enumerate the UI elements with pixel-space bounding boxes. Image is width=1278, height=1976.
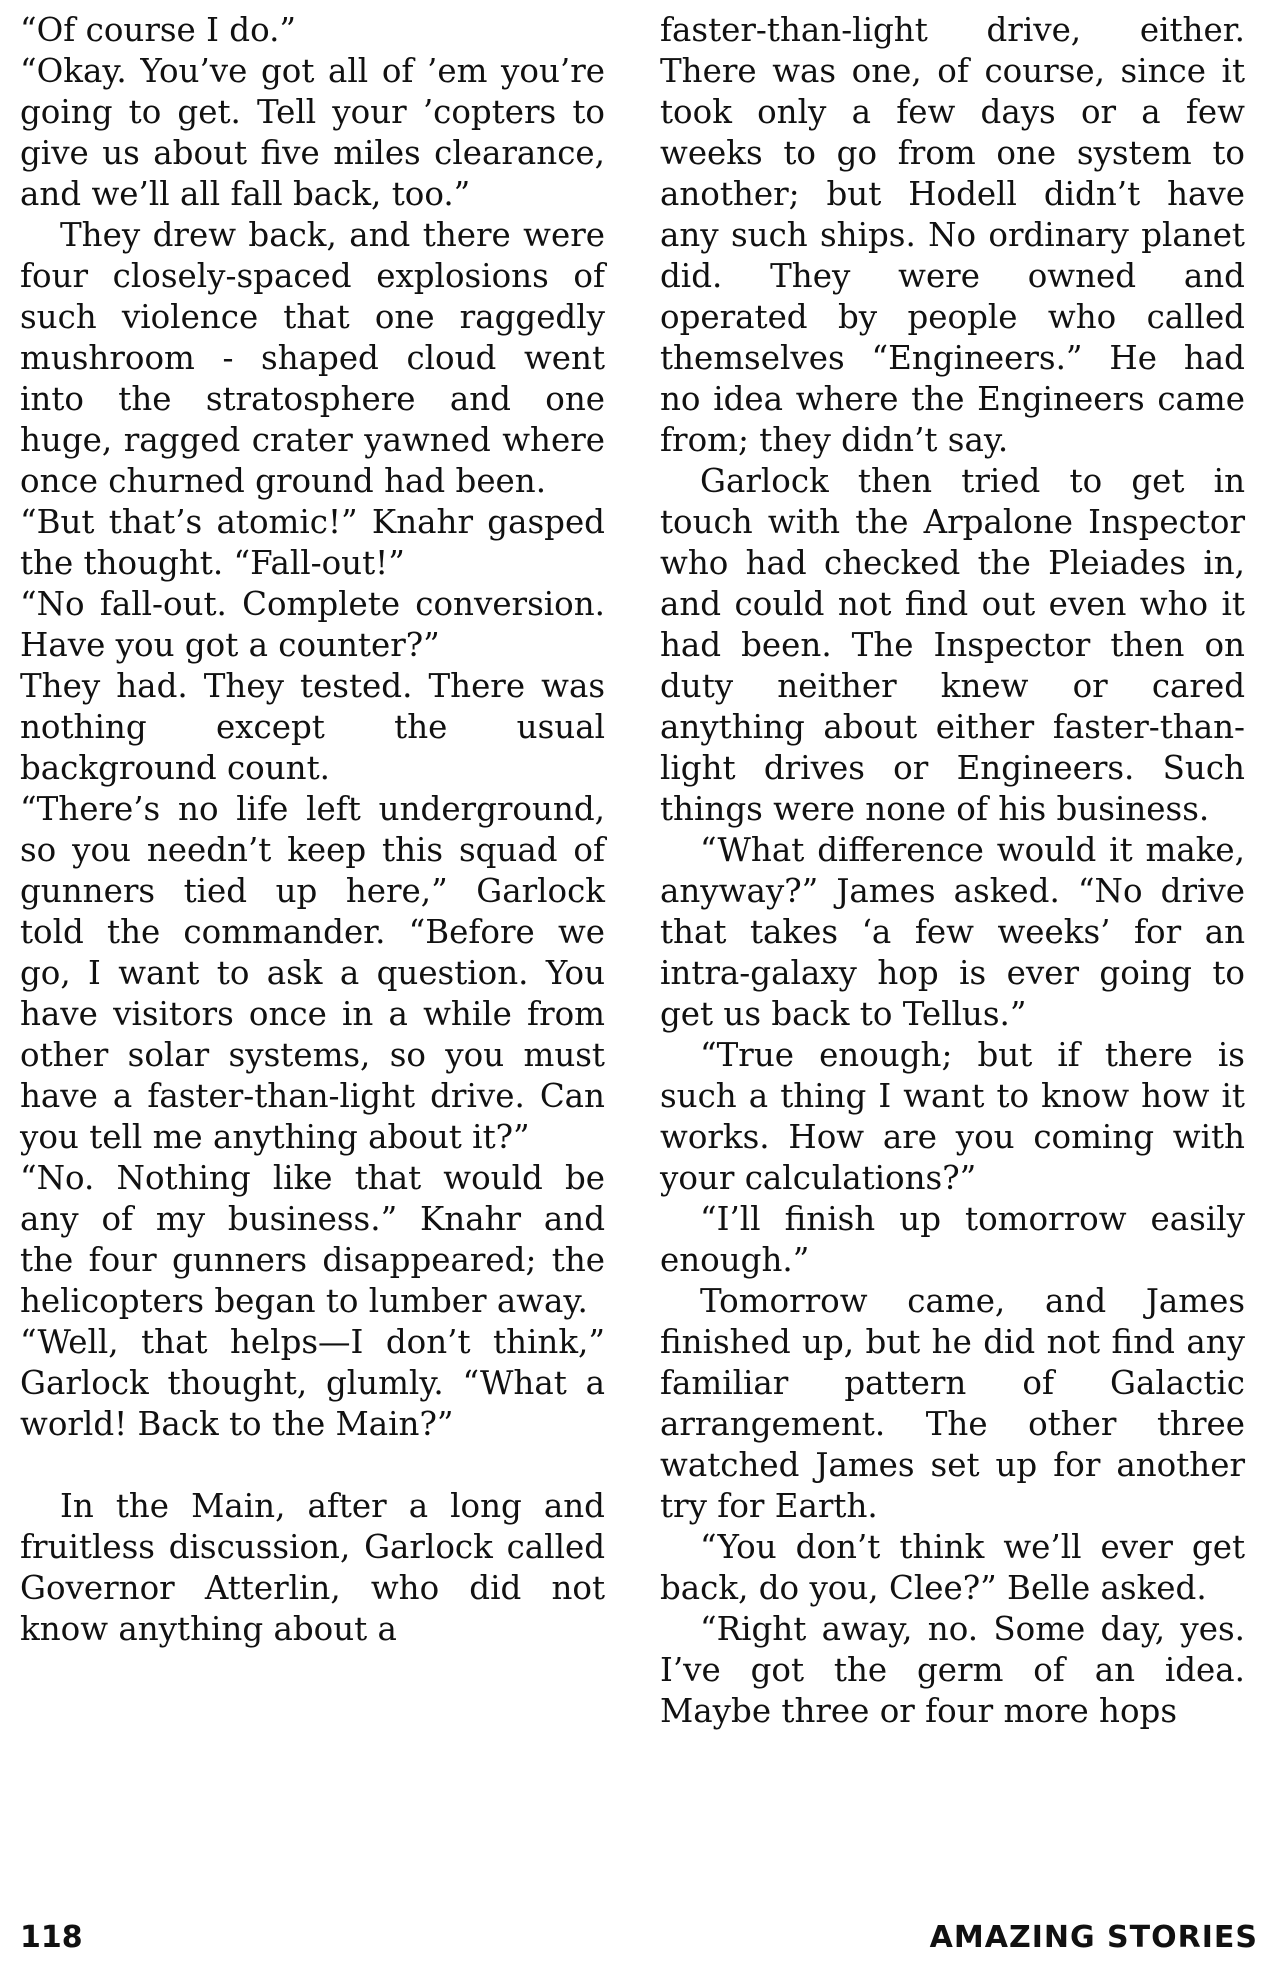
paragraph: “Right away, no. Some day, yes. I’ve got the germ of an idea. Maybe three or four more hops <box>660 1610 1245 1730</box>
paragraph: “Okay. You’ve got all of ’em you’re going to get. Tell your ’copters to give us about five miles clearance, and we’ll all fall back, too.” <box>20 52 605 213</box>
section-break <box>20 1445 605 1486</box>
paragraph: faster-than-light drive, either. There was one, of course, since it took only a few days or a few weeks to go from one system to another; but Hodell didn’t have any such ships. No ordinary planet did. They were owned and operated by people who called themselves “Engineers.” He had no idea where the Engineers came from; they didn’t say. <box>660 11 1245 459</box>
paragraph: “You don’t think we’ll ever get back, do you, Clee?” Belle asked. <box>660 1528 1245 1607</box>
paragraph: Garlock then tried to get in touch with the Arpalone Inspector who had checked the Pleiades in, and could not find out even who it had been. The Inspector then on duty neither knew or cared anything about either faster-than-light drives or Engineers. Such things were none of his business. <box>660 462 1245 828</box>
paragraph: “Of course I do.” <box>20 11 297 49</box>
page-footer <box>20 1918 1258 1958</box>
left-column <box>20 10 605 1650</box>
magazine-title: AMAZING STORIES <box>929 1920 1258 1955</box>
paragraph: “There’s no life left underground, so you needn’t keep this squad of gunners tied up here,” Garlock told the commander. “Before we go, I want to ask a question. You have visitors once in a while from other solar systems, so you must have a faster-than-light drive. Can you tell me anything about it?” <box>20 790 605 1156</box>
paragraph: “What difference would it make, anyway?” James asked. “No drive that takes ‘a few weeks’ for an intra-galaxy hop is ever going to get us back to Tellus.” <box>660 831 1245 1033</box>
paragraph: “Well, that helps—I don’t think,” Garlock thought, glumly. “What a world! Back to the Main?” <box>20 1323 605 1443</box>
right-column <box>660 10 1245 1732</box>
paragraph: They had. They tested. There was nothing except the usual background count. <box>20 667 605 787</box>
paragraph: In the Main, after a long and fruitless discussion, Garlock called Governor Atterlin, who did not know anything about a <box>20 1487 605 1648</box>
paragraph: “No fall-out. Complete conversion. Have you got a counter?” <box>20 585 605 664</box>
paragraph: They drew back, and there were four closely-spaced explosions of such violence that one raggedly mushroom - shaped cloud went into the stratosphere and one huge, ragged crater yawned where once churned ground had been. <box>20 216 605 500</box>
paragraph: “I’ll finish up tomorrow easily enough.” <box>660 1200 1245 1279</box>
page-number: 118 <box>20 1920 83 1955</box>
paragraph: “But that’s atomic!” Knahr gasped the thought. “Fall-out!” <box>20 503 605 582</box>
paragraph: “No. Nothing like that would be any of my business.” Knahr and the four gunners disappeared; the helicopters began to lumber away. <box>20 1159 605 1320</box>
paragraph: Tomorrow came, and James finished up, but he did not find any familiar pattern of Galactic arrangement. The other three watched James set up for another try for Earth. <box>660 1282 1245 1525</box>
paragraph: “True enough; but if there is such a thing I want to know how it works. How are you coming with your calculations?” <box>660 1036 1245 1197</box>
